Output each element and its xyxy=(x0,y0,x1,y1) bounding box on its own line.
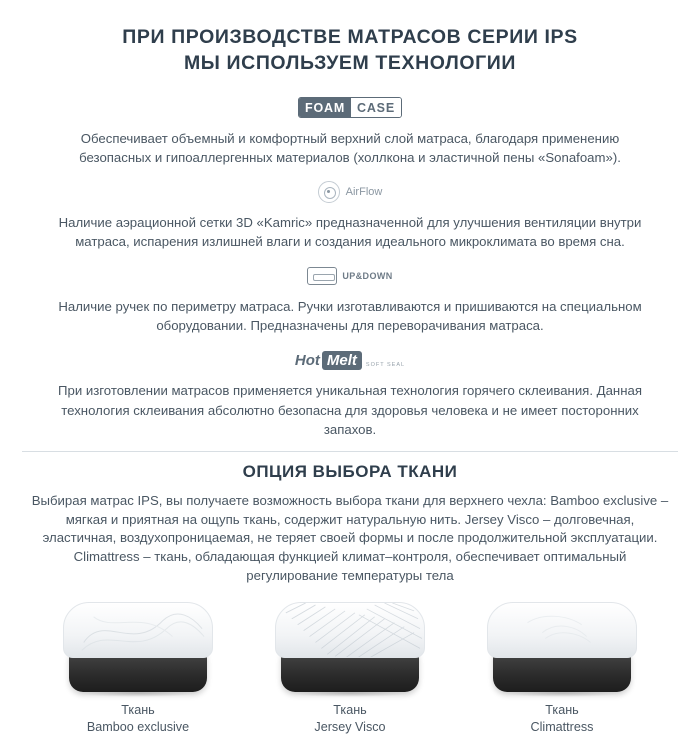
page-title-line2: МЫ ИСПОЛЬЗУЕМ ТЕХНОЛОГИИ xyxy=(183,52,517,75)
technology-foamcase xyxy=(22,91,678,167)
handle-icon xyxy=(307,267,337,285)
fabric-option-caption-jersey xyxy=(250,702,450,737)
page-title xyxy=(22,24,678,77)
fabric-section-description: Выбирая матрас IPS, вы получаете возможность выбора ткани для верхнего чехла: Bamboo exclusive – мягкая и приятная на ощупь ткань, содержит натуральную нить. Jersey Visco – долговечная, эластичная, воздухопроницаемая, не теряет своей формы и после продолжительной эксплуатации. Climattress – ткань, обладающая функцией климат–контроля, обеспечивает оптимальный регулирование температуры тела xyxy=(31,492,669,583)
fabric-options-row xyxy=(22,596,678,737)
fabric-caption-line1: Ткань xyxy=(121,702,155,717)
mattress-image-climattress xyxy=(487,596,637,692)
mattress-top xyxy=(487,602,637,658)
updown-logo xyxy=(307,267,392,285)
hotmelt-logo-row xyxy=(22,343,678,377)
quilt-pattern-bamboo xyxy=(64,603,212,658)
foamcase-logo-right-text: CASE xyxy=(351,98,401,117)
updown-logo-row xyxy=(22,259,678,293)
hotmelt-logo xyxy=(295,351,405,370)
airflow-logo xyxy=(318,181,383,203)
fabric-option-jersey[interactable] xyxy=(250,596,450,737)
airflow-icon xyxy=(318,181,340,203)
fabric-caption-line2: Bamboo exclusive xyxy=(86,720,190,735)
mattress-shadow xyxy=(289,689,411,697)
hotmelt-logo-melt-text: Melt xyxy=(322,351,362,370)
hotmelt-description: При изготовлении матрасов применяется уникальная технология горячего склеивания. Данная технология склеивания абсолютно безопасна для здоровья человека и не имеет посторонних запахов. xyxy=(58,383,642,437)
fabric-option-caption-climattress xyxy=(462,702,662,737)
fabric-caption-line1: Ткань xyxy=(333,702,367,717)
airflow-logo-row xyxy=(22,175,678,209)
page-title-line1: ПРИ ПРОИЗВОДСТВЕ МАТРАСОВ СЕРИИ IPS xyxy=(122,26,578,48)
mattress-shadow xyxy=(501,689,623,697)
hotmelt-logo-sub-text: SOFT SEAL xyxy=(365,361,406,368)
airflow-description: Наличие аэрационной сетки 3D «Kamric» предназначенной для улучшения вентиляции внутри матраса, испарения излишней влаги и создания идеального микроклимата во время сна. xyxy=(58,214,642,250)
quilt-pattern-jersey xyxy=(276,603,424,658)
section-divider xyxy=(22,451,678,452)
hotmelt-logo-hot-text: Hot xyxy=(294,351,320,369)
mattress-image-jersey xyxy=(275,596,425,692)
technology-airflow xyxy=(22,175,678,251)
fabric-section-title: ОПЦИЯ ВЫБОРА ТКАНИ xyxy=(242,461,458,481)
fabric-caption-line1: Ткань xyxy=(545,702,579,717)
fabric-option-caption-bamboo xyxy=(38,702,238,737)
mattress-image-bamboo xyxy=(63,596,213,692)
mattress-top xyxy=(275,602,425,658)
fabric-caption-line2: Jersey Visco xyxy=(314,720,386,735)
fabric-caption-line2: Climattress xyxy=(530,720,594,735)
fabric-option-bamboo[interactable] xyxy=(38,596,238,737)
technology-updown xyxy=(22,259,678,335)
technology-hotmelt xyxy=(22,343,678,438)
mattress-shadow xyxy=(77,689,199,697)
updown-description: Наличие ручек по периметру матраса. Ручки изготавливаются и пришиваются на специальном оборудовании. Предназначены для переворачивания матраса. xyxy=(58,299,642,334)
mattress-top xyxy=(63,602,213,658)
foamcase-logo-left-text: FOAM xyxy=(299,98,351,117)
foamcase-description: Обеспечивает объемный и комфортный верхний слой матраса, благодаря применению безопасных и гипоаллергенных материалов (холлкона и эластичной пены «Sonafoam»). xyxy=(79,130,621,165)
updown-logo-label: UP&DOWN xyxy=(342,271,393,282)
airflow-logo-label: AirFlow xyxy=(345,185,383,198)
foamcase-logo xyxy=(298,97,402,118)
fabric-option-climattress[interactable] xyxy=(462,596,662,737)
quilt-pattern-climattress xyxy=(488,603,636,658)
foamcase-logo-row xyxy=(22,91,678,125)
